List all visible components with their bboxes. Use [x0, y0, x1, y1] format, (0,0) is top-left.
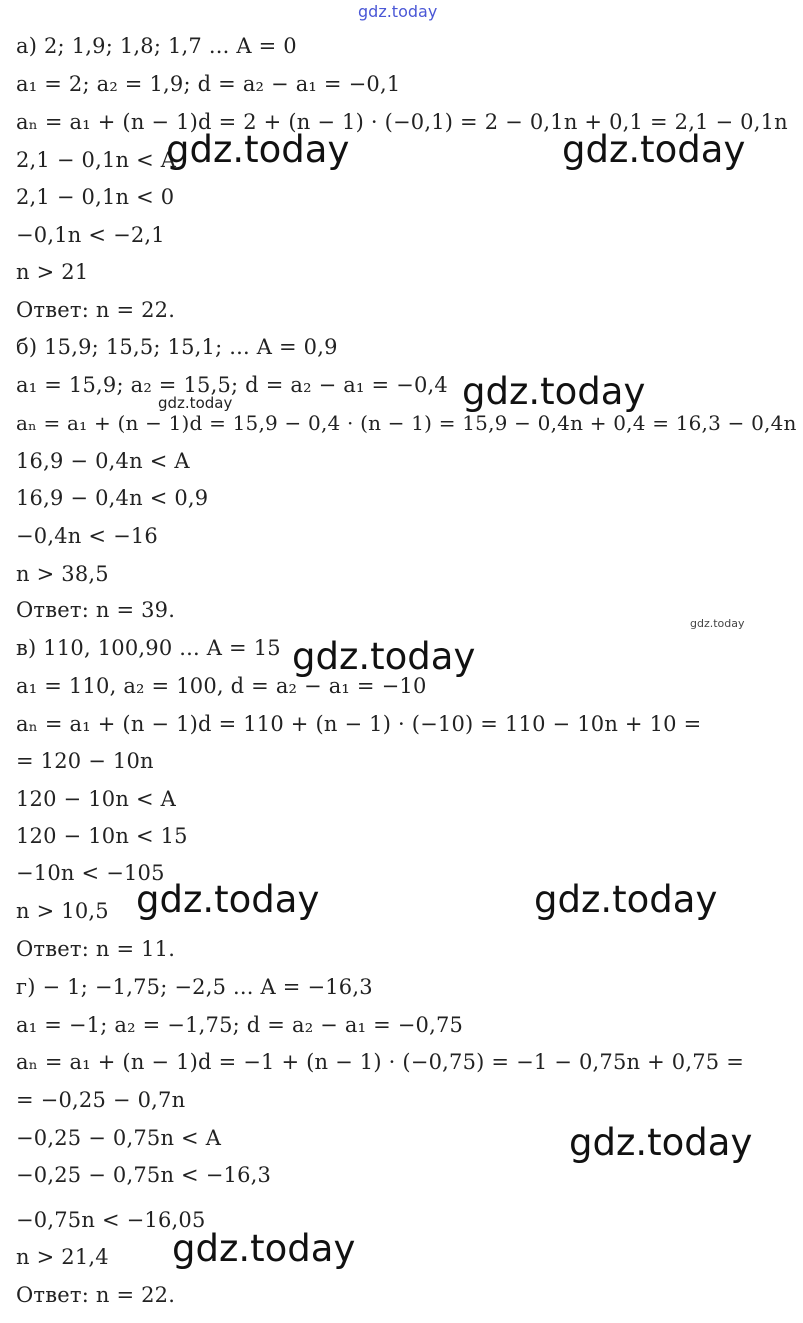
solution-line: a₁ = 15,9; a₂ = 15,5; d = a₂ − a₁ = −0,4 — [16, 373, 448, 397]
solution-line: −0,25 − 0,75n < −16,3 — [16, 1163, 272, 1187]
watermark: gdz.today — [292, 635, 476, 678]
solution-line: г) − 1; −1,75; −2,5 ... A = −16,3 — [16, 975, 373, 999]
watermark: gdz.today — [534, 878, 718, 921]
solution-line: 120 − 10n < 15 — [16, 824, 188, 848]
solution-line: n > 21 — [16, 260, 89, 284]
solution-line: = 120 − 10n — [16, 749, 154, 773]
solution-line: aₙ = a₁ + (n − 1)d = 15,9 − 0,4 · (n − 1) = 15,9 − 0,4n + 0,4 = 16,3 − 0,4n — [16, 411, 797, 435]
watermark-top: gdz.today — [358, 2, 438, 21]
solution-line: n > 10,5 — [16, 899, 109, 923]
solution-line: a₁ = 2; a₂ = 1,9; d = a₂ − a₁ = −0,1 — [16, 72, 401, 96]
solution-line: 2,1 − 0,1n < A — [16, 148, 177, 172]
solution-line: n > 21,4 — [16, 1245, 109, 1269]
solution-line: a₁ = 110, a₂ = 100, d = a₂ − a₁ = −10 — [16, 674, 427, 698]
solution-line: в) 110, 100,90 ... A = 15 — [16, 636, 281, 660]
solution-line: −0,25 − 0,75n < A — [16, 1126, 222, 1150]
watermark: gdz.today — [562, 128, 746, 171]
solution-line: aₙ = a₁ + (n − 1)d = −1 + (n − 1) · (−0,75) = −1 − 0,75n + 0,75 = — [16, 1050, 745, 1074]
solution-line: 16,9 − 0,4n < A — [16, 449, 190, 473]
solution-line: −10n < −105 — [16, 861, 165, 885]
solution-line: aₙ = a₁ + (n − 1)d = 110 + (n − 1) · (−10) = 110 − 10n + 10 = — [16, 712, 702, 736]
answer-line: Ответ: n = 39. — [16, 598, 176, 622]
answer-line: Ответ: n = 22. — [16, 298, 176, 322]
watermark: gdz.today — [158, 394, 233, 412]
solution-line: 120 − 10n < A — [16, 787, 176, 811]
solution-line: 16,9 − 0,4n < 0,9 — [16, 486, 209, 510]
watermark: gdz.today — [136, 878, 320, 921]
solution-line: 2,1 − 0,1n < 0 — [16, 185, 175, 209]
solution-line: а) 2; 1,9; 1,8; 1,7 ... A = 0 — [16, 34, 297, 58]
watermark: gdz.today — [166, 128, 350, 171]
solution-line: −0,1n < −2,1 — [16, 223, 165, 247]
answer-line: Ответ: n = 11. — [16, 937, 176, 961]
solution-line: −0,4n < −16 — [16, 524, 158, 548]
solution-line: −0,75n < −16,05 — [16, 1208, 206, 1232]
watermark: gdz.today — [462, 370, 646, 413]
watermark: gdz.today — [172, 1227, 356, 1270]
solution-line: aₙ = a₁ + (n − 1)d = 2 + (n − 1) · (−0,1) = 2 − 0,1n + 0,1 = 2,1 − 0,1n — [16, 110, 788, 134]
solution-line: б) 15,9; 15,5; 15,1; ... A = 0,9 — [16, 335, 338, 359]
solution-line: n > 38,5 — [16, 562, 109, 586]
watermark: gdz.today — [569, 1121, 753, 1164]
watermark: gdz.today — [690, 617, 745, 630]
solution-line: a₁ = −1; a₂ = −1,75; d = a₂ − a₁ = −0,75 — [16, 1013, 464, 1037]
solution-line: = −0,25 − 0,7n — [16, 1088, 186, 1112]
answer-line: Ответ: n = 22. — [16, 1283, 176, 1307]
